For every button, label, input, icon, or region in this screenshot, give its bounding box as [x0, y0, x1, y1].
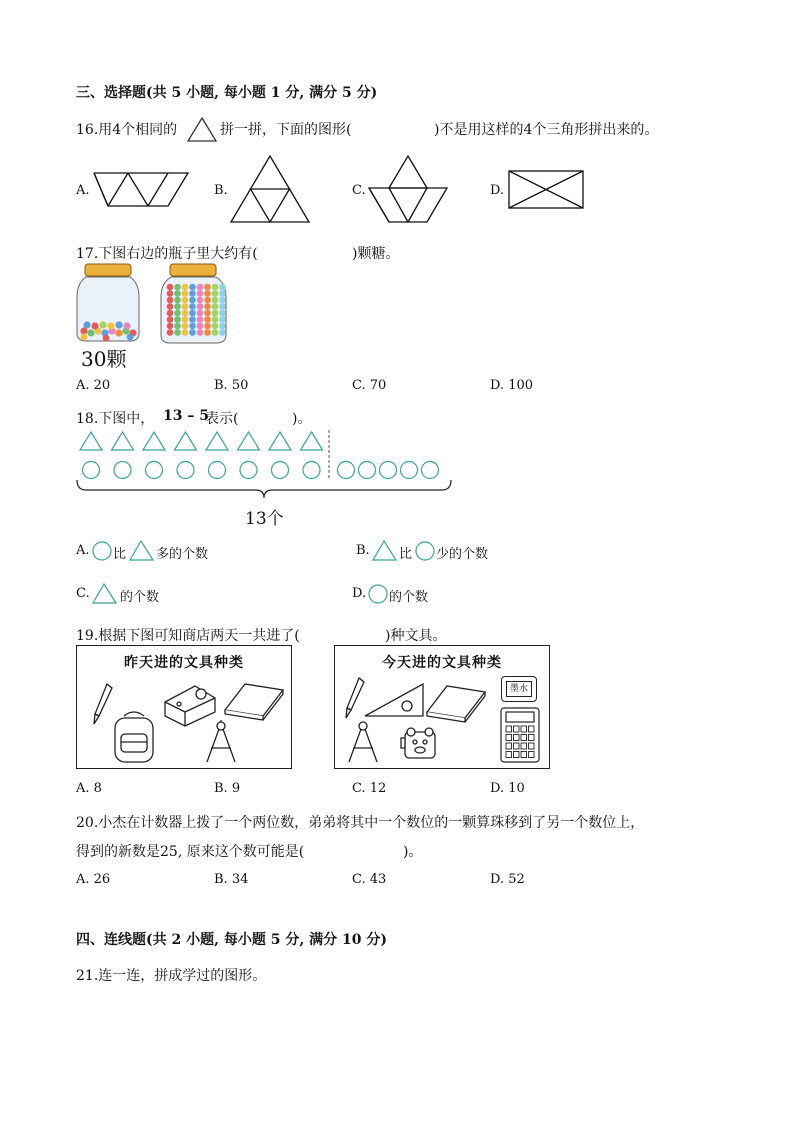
circle-mark — [401, 462, 418, 479]
triangle-icon — [187, 117, 217, 143]
candy — [197, 323, 204, 330]
circle-mark — [338, 462, 355, 479]
q18-option-d-label: D. — [352, 586, 367, 601]
candy — [204, 329, 211, 336]
candy — [219, 290, 226, 297]
candy — [182, 284, 189, 291]
triangle-mark — [238, 432, 260, 450]
candy — [167, 297, 174, 304]
triangle-icon — [129, 540, 155, 562]
q21-text: 21.连一连，拼成学过的图形。 — [76, 968, 267, 984]
candy — [197, 290, 204, 297]
candy-jar-left-image — [76, 263, 142, 343]
candy — [219, 303, 226, 310]
calculator-key — [529, 752, 535, 758]
candy — [167, 290, 174, 297]
triangle-mark — [301, 432, 323, 450]
q16-option-c-figure — [368, 155, 450, 225]
calculator-key — [506, 752, 512, 758]
panel-today — [334, 645, 550, 769]
candy — [174, 316, 181, 323]
ink-label: 墨水 — [506, 681, 532, 697]
circle-mark — [272, 462, 289, 479]
q18-text-pre: 18.下图中， — [76, 411, 155, 427]
candy — [197, 297, 204, 304]
q18-option-a-post: 多的个数 — [156, 547, 209, 562]
compass-icon — [201, 720, 241, 766]
q16-option-c-label: C. — [352, 183, 366, 198]
circle-mark — [303, 462, 320, 479]
candy — [174, 323, 181, 330]
candy — [219, 329, 226, 336]
candy — [204, 323, 211, 330]
candy — [212, 290, 219, 297]
candy — [219, 297, 226, 304]
calculator-key — [514, 726, 520, 732]
q18-expression: 13 – 5 — [163, 408, 209, 424]
q16-option-b-label: B. — [214, 183, 228, 198]
panel-yesterday-title: 昨天进的文具种类 — [124, 655, 244, 671]
q20-option-a: A. 26 — [76, 872, 111, 887]
circle-mark — [146, 462, 163, 479]
candy — [212, 316, 219, 323]
circle-mark — [209, 462, 226, 479]
q20-line2b: )。 — [403, 844, 423, 860]
candy — [182, 290, 189, 297]
q17-option-a: A. 20 — [76, 378, 111, 393]
q19-option-b: B. 9 — [214, 781, 241, 796]
candy — [204, 316, 211, 323]
calculator-key — [506, 726, 512, 732]
q18-option-b-post: 少的个数 — [436, 547, 489, 562]
calculator-key — [529, 743, 535, 749]
candy — [197, 284, 204, 291]
candy — [167, 284, 174, 291]
q17-text: 17.下图右边的瓶子里大约有( — [76, 246, 258, 262]
candy — [219, 284, 226, 291]
candy — [212, 297, 219, 304]
calculator-key — [506, 735, 512, 741]
candy — [189, 316, 196, 323]
q16-text-pre: 16.用4个相同的 — [76, 122, 178, 138]
q20-line1: 20.小杰在计数器上拨了一个两位数，弟弟将其中一个数位的一颗算珠移到了另一个数位上， — [76, 815, 645, 831]
candy — [182, 310, 189, 317]
q16-option-a-figure — [93, 172, 193, 208]
triangle-icon — [372, 540, 398, 562]
candy — [219, 316, 226, 323]
candy — [212, 284, 219, 291]
section-4-heading: 四、连线题(共 2 小题, 每小题 5 分, 满分 10 分) — [76, 932, 387, 948]
candy — [189, 284, 196, 291]
calculator-key — [514, 743, 520, 749]
triangle-mark — [80, 432, 102, 450]
calculator-key — [514, 735, 520, 741]
candy — [174, 297, 181, 304]
candy — [219, 323, 226, 330]
q18-option-c-label: C. — [76, 586, 90, 601]
candy — [167, 323, 174, 330]
candy — [204, 284, 211, 291]
q18-option-a-label: A. — [76, 543, 90, 558]
candy — [167, 316, 174, 323]
candy — [182, 297, 189, 304]
candy — [167, 329, 174, 336]
calculator-key — [529, 726, 535, 732]
ink-bottle-icon — [501, 676, 537, 702]
candy — [212, 323, 219, 330]
q18-option-c-post: 的个数 — [120, 590, 160, 605]
section-3-heading: 三、选择题(共 5 小题, 每小题 1 分, 满分 5 分) — [76, 85, 378, 101]
circle-mark — [359, 462, 376, 479]
pencil-sharpener-icon — [399, 724, 443, 764]
q19-option-a: A. 8 — [76, 781, 102, 796]
calculator-icon — [499, 706, 541, 764]
candy — [204, 290, 211, 297]
q19-option-d: D. 10 — [490, 781, 525, 796]
q17-option-d: D. 100 — [490, 378, 534, 393]
candy — [174, 329, 181, 336]
q16-text-post2: )不是用这样的4个三角形拼出来的。 — [434, 122, 659, 138]
circle-mark — [380, 462, 397, 479]
triangle-icon — [92, 583, 118, 605]
candy — [174, 290, 181, 297]
book-icon — [425, 682, 487, 722]
q19-text: 19.根据下图可知商店两天一共进了( — [76, 628, 300, 644]
candy — [219, 310, 226, 317]
candy — [197, 310, 204, 317]
q18-option-a-mid: 比 — [113, 547, 127, 562]
q20-option-c: C. 43 — [352, 872, 387, 887]
candy — [197, 316, 204, 323]
q16-option-a-label: A. — [76, 183, 90, 198]
calculator-key — [514, 752, 520, 758]
candy — [182, 316, 189, 323]
q17-option-c: C. 70 — [352, 378, 387, 393]
q18-text-post2: )。 — [292, 411, 312, 427]
q16-text-post: 拼一拼，下面的图形( — [220, 122, 352, 138]
q19-text2: )种文具。 — [385, 628, 447, 644]
candy — [182, 329, 189, 336]
q19-option-c: C. 12 — [352, 781, 387, 796]
calculator-key — [529, 735, 535, 741]
circle-mark — [114, 462, 131, 479]
q18-option-b-mid: 比 — [399, 547, 413, 562]
candy — [212, 329, 219, 336]
candy — [174, 284, 181, 291]
panel-today-title: 今天进的文具种类 — [382, 655, 502, 671]
candy — [212, 303, 219, 310]
q16-option-b-figure — [230, 155, 312, 225]
brace-label: 13个 — [245, 509, 284, 529]
candy — [197, 303, 204, 310]
candy — [174, 310, 181, 317]
candy — [189, 329, 196, 336]
candy — [189, 297, 196, 304]
q17-option-b: B. 50 — [214, 378, 249, 393]
candy — [204, 310, 211, 317]
q20-option-d: D. 52 — [490, 872, 525, 887]
triangle-mark — [143, 432, 165, 450]
q20-line2a: 得到的新数是25, 原来这个数可能是( — [76, 844, 305, 860]
triangle-mark — [269, 432, 291, 450]
backpack-icon — [107, 708, 161, 764]
set-square-icon — [363, 682, 427, 720]
calculator-key — [521, 735, 527, 741]
q16-option-d-figure — [508, 170, 586, 210]
candy-jar-right-image — [160, 263, 228, 345]
candy — [189, 290, 196, 297]
candy — [189, 303, 196, 310]
triangle-mark — [206, 432, 228, 450]
candy — [182, 303, 189, 310]
calculator-key — [506, 743, 512, 749]
candy — [189, 323, 196, 330]
candy — [174, 303, 181, 310]
circle-mark — [177, 462, 194, 479]
panel-yesterday — [76, 645, 292, 769]
q17-text2: )颗糖。 — [352, 246, 400, 262]
candy — [167, 310, 174, 317]
candy — [204, 303, 211, 310]
q16-option-d-label: D. — [490, 183, 505, 198]
q18-option-b-label: B. — [356, 543, 370, 558]
calculator-key — [521, 726, 527, 732]
calculator-key — [521, 743, 527, 749]
jar-label: 30颗 — [81, 347, 127, 371]
candy — [212, 310, 219, 317]
candy — [189, 310, 196, 317]
q18-option-d-post: 的个数 — [389, 590, 429, 605]
circle-icon — [92, 541, 114, 563]
circle-mark — [240, 462, 257, 479]
circle-mark — [422, 462, 439, 479]
calculator-key — [521, 752, 527, 758]
q18-text-post: 表示( — [205, 411, 239, 427]
book-icon — [223, 680, 285, 720]
candy — [167, 303, 174, 310]
candy — [182, 323, 189, 330]
compass-icon — [343, 720, 383, 766]
triangle-mark — [112, 432, 134, 450]
triangle-mark — [175, 432, 197, 450]
circle-mark — [83, 462, 100, 479]
circle-icon — [415, 541, 437, 563]
circle-icon — [368, 584, 390, 606]
candy — [197, 329, 204, 336]
candy — [204, 297, 211, 304]
q20-option-b: B. 34 — [214, 872, 249, 887]
